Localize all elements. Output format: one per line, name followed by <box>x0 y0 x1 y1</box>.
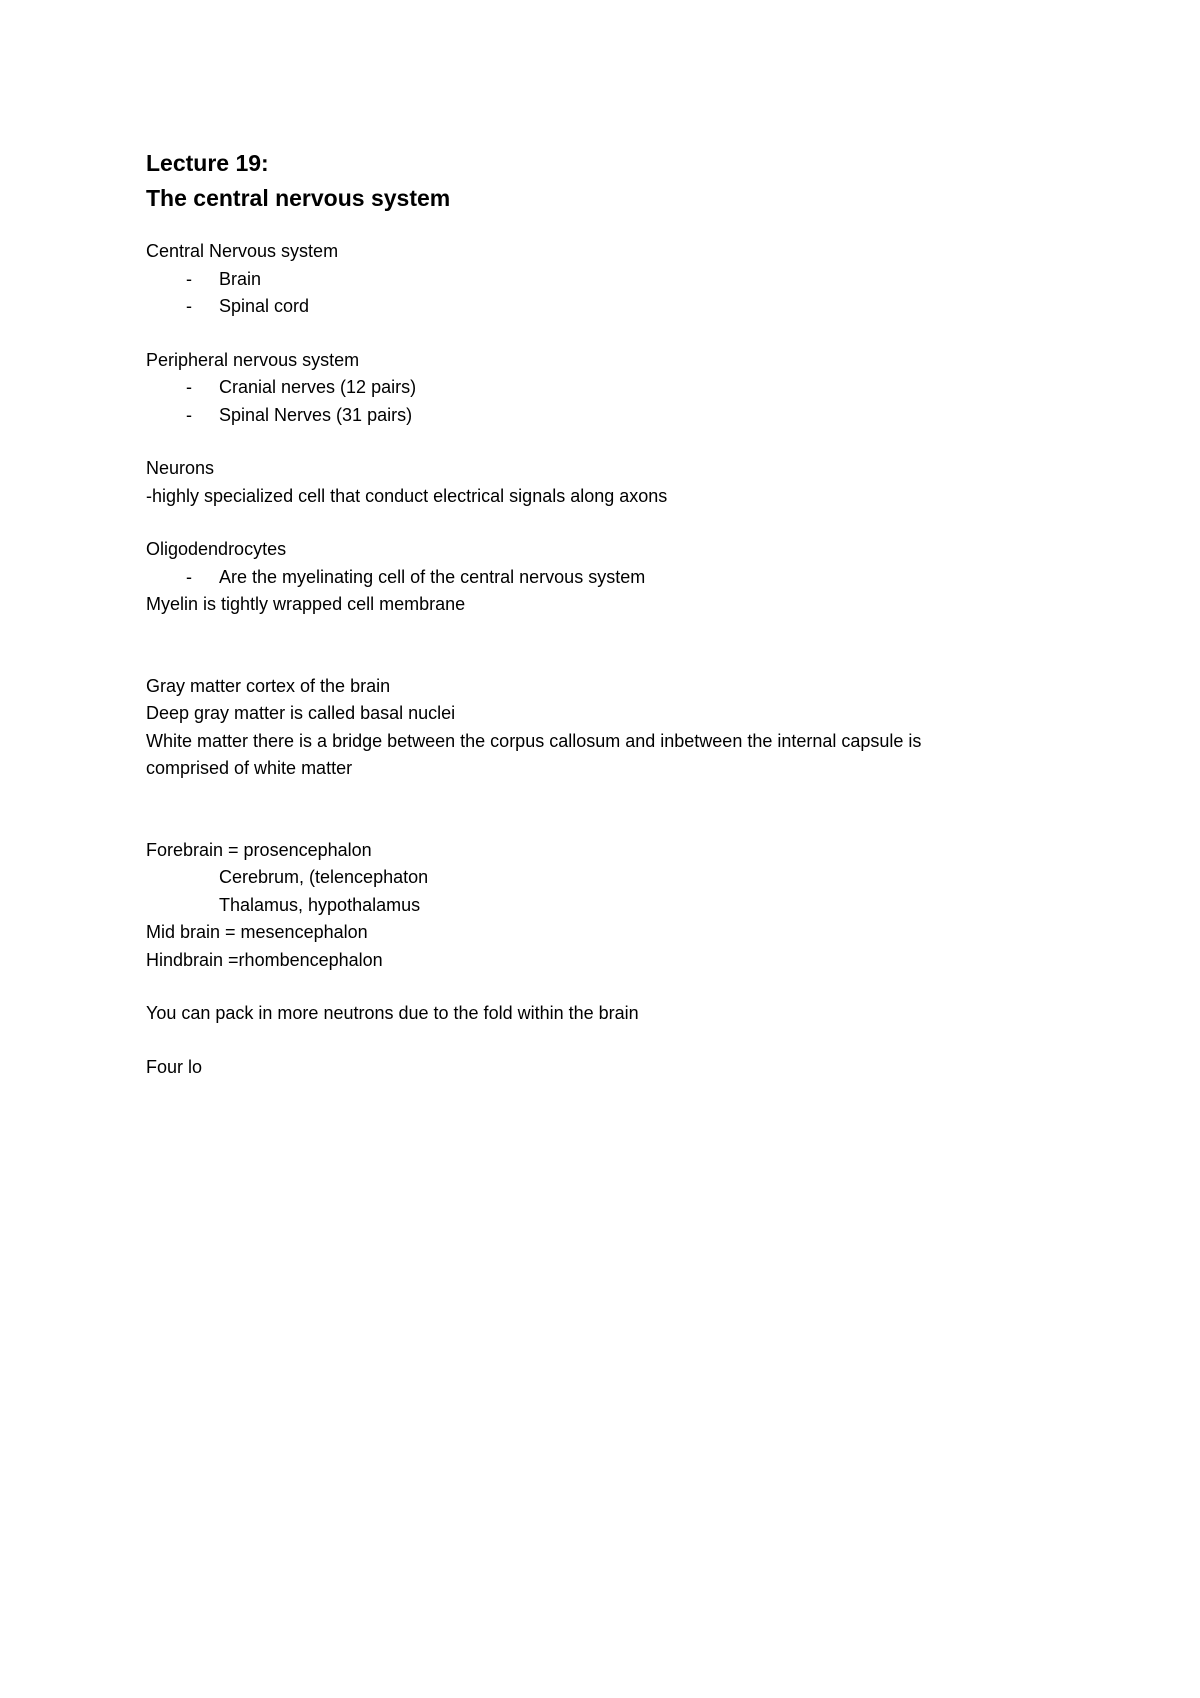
four-lobes-section <box>146 1054 1066 1082</box>
myelin-description: Myelin is tightly wrapped cell membrane <box>146 594 466 614</box>
list-item <box>146 266 1066 294</box>
four-lo-line: Four lo <box>146 1056 203 1077</box>
oligodendrocytes-heading: Oligodendrocytes <box>146 539 287 559</box>
neurons-description: -highly specialized cell that conduct electrical signals along axons <box>146 485 668 506</box>
brain-regions-section <box>146 837 1066 975</box>
list-item <box>146 564 1066 592</box>
hindbrain-line: Hindbrain =rhombencephalon <box>146 949 383 970</box>
bullet-dash: - <box>186 296 192 316</box>
thalamus-line: Thalamus, hypothalamus <box>219 894 421 915</box>
oligodendrocytes-section <box>146 536 1066 619</box>
forebrain-line: Forebrain = prosencephalon <box>146 839 372 860</box>
cns-section <box>146 238 1066 321</box>
bullet-dash: - <box>186 268 192 289</box>
bullet-dash: - <box>186 377 192 397</box>
folds-line: You can pack in more neutrons due to the fold within the brain <box>146 1003 639 1023</box>
folds-section <box>146 1000 1066 1028</box>
bullet-dash: - <box>186 404 192 425</box>
list-item-text: Are the myelinating cell of the central nervous system <box>219 566 646 587</box>
white-matter-line: White matter there is a bridge between the corpus callosum and inbetween the internal capsule is <box>146 730 922 751</box>
list-item <box>146 402 1066 430</box>
document-title <box>146 146 1066 216</box>
list-item-text: Brain <box>219 268 262 289</box>
midbrain-line: Mid brain = mesencephalon <box>146 922 368 942</box>
pns-heading: Peripheral nervous system <box>146 349 360 370</box>
list-item-text: Cranial nerves (12 pairs) <box>219 377 417 397</box>
cns-heading: Central Nervous system <box>146 241 339 261</box>
neurons-heading: Neurons <box>146 458 215 478</box>
document-body <box>146 146 1066 1081</box>
list-item <box>146 293 1066 321</box>
pns-section <box>146 347 1066 430</box>
cerebrum-line: Cerebrum, (telencephaton <box>219 867 429 887</box>
list-item-text: Spinal Nerves (31 pairs) <box>219 404 413 425</box>
bullet-dash: - <box>186 566 192 587</box>
neurons-section <box>146 455 1066 510</box>
title-line-lecture: Lecture 19: <box>146 150 269 176</box>
gray-matter-line: Gray matter cortex of the brain <box>146 675 391 696</box>
white-matter-line-continued: comprised of white matter <box>146 758 353 778</box>
list-item-text: Spinal cord <box>219 296 310 316</box>
matter-section <box>146 673 1066 783</box>
list-item <box>146 374 1066 402</box>
deep-gray-matter-line: Deep gray matter is called basal nuclei <box>146 703 456 723</box>
title-line-topic: The central nervous system <box>146 185 451 211</box>
